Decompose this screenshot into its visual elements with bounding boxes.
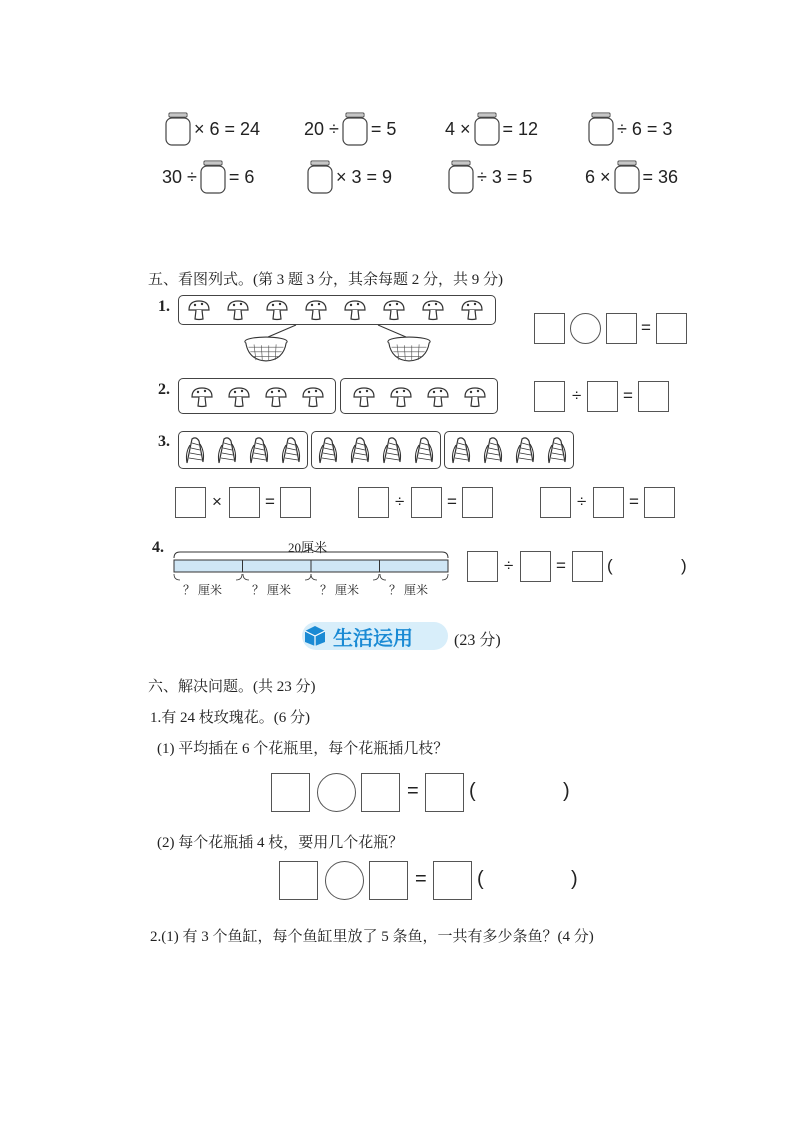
- answer-box[interactable]: [534, 313, 565, 344]
- answer-box[interactable]: [467, 551, 498, 582]
- warmup-eq-6: [304, 159, 392, 195]
- q3-illustration: [178, 431, 578, 469]
- warmup-eq-8: [585, 159, 678, 195]
- ruler-total-label: 20厘米: [288, 540, 328, 555]
- multiply-sign: ×: [212, 492, 222, 511]
- eq-text: × 6 = 24: [194, 118, 261, 139]
- answer-box[interactable]: [593, 487, 624, 518]
- banner-title: 生活运用: [333, 626, 413, 650]
- warmup-eq-3: [445, 111, 538, 147]
- operator-circle[interactable]: [317, 773, 356, 812]
- answer-box[interactable]: [425, 773, 464, 812]
- jar-blank-icon[interactable]: [587, 112, 615, 146]
- question-2: 2.(1) 有 3 个鱼缸，每个鱼缸里放了 5 条鱼，一共有多少条鱼？(4 分): [150, 929, 594, 945]
- eq-text: 30 ÷: [162, 166, 197, 187]
- equals-sign: =: [447, 492, 457, 511]
- ruler-part-label: ？ 厘米: [389, 583, 429, 597]
- jar-blank-icon[interactable]: [164, 112, 192, 146]
- paren-close: ): [563, 780, 570, 802]
- equals-sign: =: [623, 386, 633, 405]
- jar-blank-icon[interactable]: [613, 160, 641, 194]
- paren-open: (: [469, 780, 476, 802]
- answer-box[interactable]: [587, 381, 618, 412]
- equals-sign: =: [641, 318, 651, 337]
- q1-number: 1.: [158, 298, 170, 315]
- answer-box[interactable]: [540, 487, 571, 518]
- divide-sign: ÷: [572, 386, 582, 405]
- eq-text: ÷ 3 = 5: [477, 166, 533, 187]
- answer-box[interactable]: [411, 487, 442, 518]
- equals-sign: =: [556, 556, 566, 575]
- answer-box[interactable]: [229, 487, 260, 518]
- equals-sign: =: [265, 492, 275, 511]
- eq-text: 6 ×: [585, 166, 611, 187]
- banner-score: (23 分): [454, 632, 501, 649]
- eq-text: × 3 = 9: [336, 166, 393, 187]
- equals-sign: =: [407, 780, 419, 802]
- warmup-eq-2: [304, 111, 396, 147]
- question-1b: (2) 每个花瓶插 4 枝，要用几个花瓶？: [157, 835, 404, 851]
- q3-number: 3.: [158, 433, 170, 450]
- divide-sign: ÷: [395, 492, 405, 511]
- q2-number: 2.: [158, 381, 170, 398]
- answer-box[interactable]: [656, 313, 687, 344]
- paren-open: (: [477, 868, 484, 890]
- jar-blank-icon[interactable]: [447, 160, 475, 194]
- answer-box[interactable]: [358, 487, 389, 518]
- paren-close: ): [681, 556, 687, 575]
- answer-box[interactable]: [280, 487, 311, 518]
- eq-text: 20 ÷: [304, 118, 339, 139]
- eq-text: = 12: [502, 118, 539, 139]
- warmup-eq-1: [162, 111, 260, 147]
- answer-box[interactable]: [433, 861, 472, 900]
- warmup-eq-5: [162, 159, 254, 195]
- answer-box[interactable]: [534, 381, 565, 412]
- ruler-part-label: ？ 厘米: [183, 583, 223, 597]
- eq-text: = 5: [370, 118, 397, 139]
- eq-text: ÷ 6 = 3: [617, 118, 673, 139]
- paren-close: ): [571, 868, 578, 890]
- answer-box[interactable]: [271, 773, 310, 812]
- question-1: 1.有 24 枝玫瑰花。(6 分): [150, 710, 310, 726]
- answer-box[interactable]: [361, 773, 400, 812]
- operator-circle[interactable]: [570, 313, 601, 344]
- ruler-part-label: ？ 厘米: [320, 583, 360, 597]
- section5-title: 五、看图列式。(第 3 题 3 分，其余每题 2 分，共 9 分): [148, 272, 503, 288]
- answer-box[interactable]: [644, 487, 675, 518]
- eq-text: 4 ×: [445, 118, 471, 139]
- divide-sign: ÷: [504, 556, 514, 575]
- answer-box[interactable]: [369, 861, 408, 900]
- answer-box[interactable]: [175, 487, 206, 518]
- warmup-eq-4: [585, 111, 672, 147]
- q1-illustration: [178, 295, 498, 375]
- divide-sign: ÷: [577, 492, 587, 511]
- answer-box[interactable]: [279, 861, 318, 900]
- question-1a: (1) 平均插在 6 个花瓶里，每个花瓶插几枝？: [157, 741, 449, 757]
- cube-icon: [303, 625, 327, 647]
- q4-number: 4.: [152, 539, 164, 556]
- answer-box[interactable]: [606, 313, 637, 344]
- ruler-part-label: ？ 厘米: [252, 583, 292, 597]
- q2-illustration: [178, 378, 498, 414]
- answer-box[interactable]: [520, 551, 551, 582]
- section6-title: 六、解决问题。(共 23 分): [148, 679, 316, 695]
- jar-blank-icon[interactable]: [199, 160, 227, 194]
- answer-box[interactable]: [638, 381, 669, 412]
- paren-open: (: [607, 556, 613, 575]
- equals-sign: =: [415, 868, 427, 890]
- operator-circle[interactable]: [325, 861, 364, 900]
- warmup-eq-7: [445, 159, 532, 195]
- jar-blank-icon[interactable]: [306, 160, 334, 194]
- jar-blank-icon[interactable]: [341, 112, 369, 146]
- answer-box[interactable]: [462, 487, 493, 518]
- eq-text: = 6: [228, 166, 255, 187]
- equals-sign: =: [629, 492, 639, 511]
- eq-text: = 36: [642, 166, 679, 187]
- jar-blank-icon[interactable]: [473, 112, 501, 146]
- segment-bar: [170, 548, 454, 582]
- answer-box[interactable]: [572, 551, 603, 582]
